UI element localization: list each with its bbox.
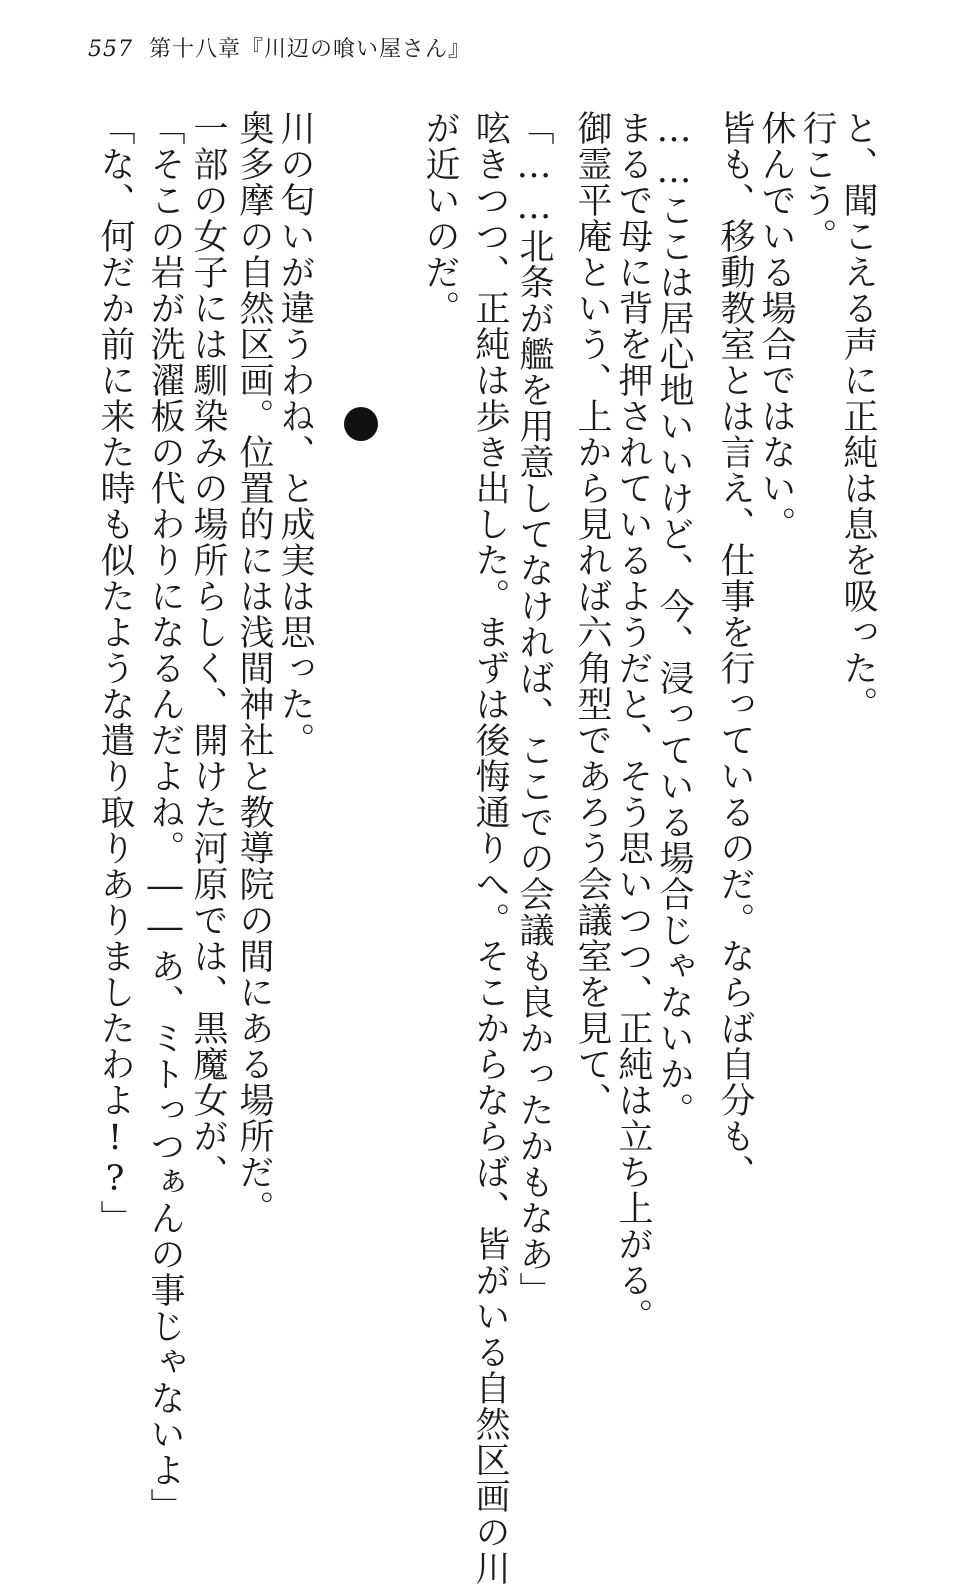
- text-column-4: 皆も、移動教室とは言え、仕事を行っているのだ。ならば自分も、: [715, 110, 755, 1190]
- text-column-7: 御霊平庵という、上から見れば六角型であろう会議室を見て、: [572, 110, 612, 1118]
- section-break-dot: [344, 407, 378, 441]
- page-number: 557: [88, 37, 133, 62]
- running-header: [88, 32, 471, 63]
- text-column-12: 奥多摩の自然区画。位置的には浅間神社と教導院の間にある場所だ。: [234, 110, 274, 1226]
- text-column-9: 呟きつつ、正純は歩き出した。まずは後悔通りへ。そこからならば、皆がいる自然区画の川: [470, 110, 510, 1586]
- text-column-14: 「そこの岩が洗濯板の代わりになるんだよね。――あ、ミトっつぁんの事じゃないよ」: [145, 110, 185, 1524]
- text-column-10: が近いのだ。: [420, 110, 460, 326]
- text-column-8: 「……北条が艦を用意してなければ、ここでの会議も良かったかもなあ」: [514, 110, 554, 1308]
- text-column-15: 「な、何だか前に来た時も似たような遣り取りありましたわよ!?」: [95, 110, 135, 1236]
- text-column-1: と、聞こえる声に正純は息を吸った。: [838, 110, 878, 722]
- text-column-11: 川の匂いが違うわね、と成実は思った。: [275, 110, 315, 758]
- chapter-title: 第十八章『川辺の喰い屋さん』: [149, 37, 472, 62]
- text-column-13: 一部の女子には馴染みの場所らしく、開けた河原では、黒魔女が、: [188, 110, 228, 1190]
- text-column-3: 休んでいる場合ではない。: [756, 110, 796, 542]
- text-column-2: 行こう。: [797, 110, 837, 254]
- text-column-5: ……ここは居心地いいけど、今、浸っている場合じゃないか。: [654, 110, 694, 1128]
- text-column-6: まるで母に背を押されているようだと、そう思いつつ、正純は立ち上がる。: [613, 110, 653, 1334]
